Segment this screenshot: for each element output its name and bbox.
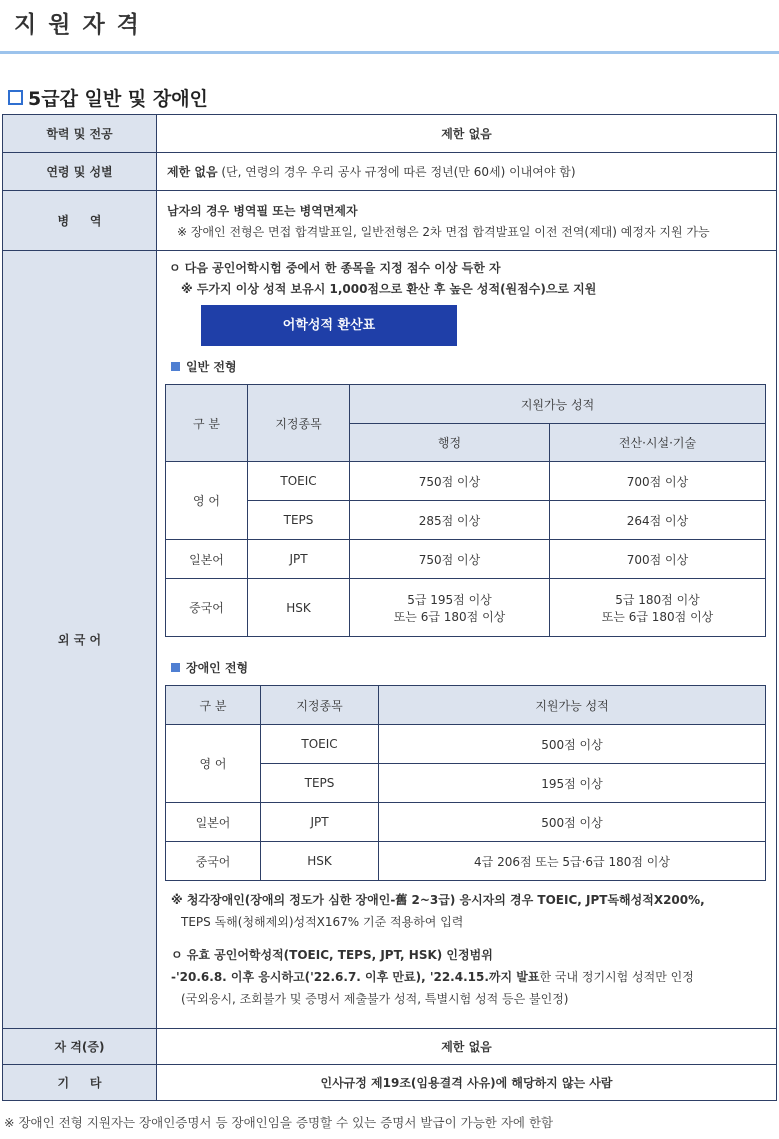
lang-cell: 중국어 [166, 579, 248, 637]
table-row [166, 540, 766, 579]
valid-range-block [163, 946, 776, 1007]
admin-score-cell [350, 579, 550, 637]
valid-range-title: ㅇ 유효 공인어학성적(TOEIC, TEPS, JPT, HSK) 인정범위 [171, 948, 493, 962]
test-cell: JPT [248, 540, 350, 579]
test-cell: TOEIC [261, 725, 379, 764]
value-etc: 인사규정 제19조(임용결격 사유)에 해당하지 않는 사람 [157, 1065, 777, 1101]
valid-range-line2: (국외응시, 조회불가 및 증명서 제출불가 성적, 특별시험 성적 등은 불인정) [181, 992, 569, 1006]
section-heading [8, 84, 208, 111]
value-license: 제한 없음 [157, 1029, 777, 1065]
header-division: 구 분 [166, 385, 248, 462]
admin-score-line1: 5급 195점 이상 [407, 592, 492, 607]
header-score: 지원가능 성적 [379, 686, 766, 725]
header-division: 구 분 [166, 686, 261, 725]
test-cell: TEPS [248, 501, 350, 540]
age-bold: 제한 없음 [167, 165, 218, 179]
checkbox-square-icon [8, 90, 23, 105]
hearing-note-line2: TEPS 독해(청해제외)성적X167% 기준 적용하여 입력 [181, 915, 464, 929]
tech-score-line2: 또는 6급 180점 이상 [601, 609, 714, 624]
disabled-subheading [171, 659, 776, 676]
test-cell: HSK [248, 579, 350, 637]
bullet-icon [171, 362, 180, 371]
value-education: 제한 없음 [157, 115, 777, 153]
row-education [3, 115, 777, 153]
military-label-text: 병 역 [57, 214, 102, 228]
tech-score-cell [550, 579, 766, 637]
test-cell: TOEIC [248, 462, 350, 501]
valid-range-rest: 한 국내 정기시험 성적만 인정 [539, 970, 694, 984]
admin-score-cell: 285점 이상 [350, 501, 550, 540]
hearing-note [163, 891, 776, 930]
header-test: 지정종목 [248, 385, 350, 462]
table-row [166, 842, 766, 881]
valid-range-bold: -'20.6.8. 이후 응시하고('22.6.7. 이후 만료), '22.4.15.까지 발표 [171, 970, 540, 984]
label-foreign: 외 국 어 [3, 251, 157, 1029]
general-subheading [171, 358, 776, 375]
test-cell: HSK [261, 842, 379, 881]
label-education: 학력 및 전공 [3, 115, 157, 153]
lang-cell: 영 어 [166, 725, 261, 803]
score-conversion-button[interactable]: 어학성적 환산표 [201, 305, 457, 346]
foreign-intro1: ㅇ 다음 공인어학시험 중에서 한 종목을 지정 점수 이상 득한 자 [169, 261, 501, 275]
table-row [166, 462, 766, 501]
qualification-table [2, 114, 777, 1101]
row-military [3, 191, 777, 251]
tech-score-line1: 5급 180점 이상 [615, 592, 700, 607]
bullet-icon [171, 663, 180, 672]
lang-cell: 일본어 [166, 540, 248, 579]
score-cell: 500점 이상 [379, 725, 766, 764]
label-etc [3, 1065, 157, 1101]
value-foreign [157, 251, 777, 1029]
value-age [157, 153, 777, 191]
row-license [3, 1029, 777, 1065]
lang-cell: 중국어 [166, 842, 261, 881]
header-tech: 전산·시설·기술 [550, 424, 766, 462]
disabled-score-table [165, 685, 766, 881]
etc-label-text: 기 타 [57, 1076, 102, 1090]
label-license: 자 격(증) [3, 1029, 157, 1065]
admin-score-cell: 750점 이상 [350, 462, 550, 501]
admin-score-cell: 750점 이상 [350, 540, 550, 579]
value-military [157, 191, 777, 251]
table-row [166, 501, 766, 540]
hearing-note-line1: ※ 청각장애인(장애의 정도가 심한 장애인-舊 2~3급) 응시자의 경우 TOEIC, JPT독해성적X200%, [171, 893, 705, 907]
row-etc [3, 1065, 777, 1101]
table-row [166, 725, 766, 764]
table-row [166, 803, 766, 842]
score-cell: 500점 이상 [379, 803, 766, 842]
valid-range-line1 [171, 968, 776, 985]
label-age: 연령 및 성별 [3, 153, 157, 191]
score-cell: 195점 이상 [379, 764, 766, 803]
row-age [3, 153, 777, 191]
header-admin: 행정 [350, 424, 550, 462]
general-title: 일반 전형 [186, 360, 237, 374]
military-line1: 남자의 경우 병역필 또는 병역면제자 [167, 203, 358, 218]
score-cell: 4급 206점 또는 5급·6급 180점 이상 [379, 842, 766, 881]
tech-score-cell: 700점 이상 [550, 540, 766, 579]
disabled-title: 장애인 전형 [186, 661, 249, 675]
age-rest: (단, 연령의 경우 우리 공사 규정에 따른 정년(만 60세) 이내여야 함) [217, 165, 576, 179]
lang-cell: 일본어 [166, 803, 261, 842]
military-line2: ※ 장애인 전형은 면접 합격발표일, 일반전형은 2차 면접 합격발표일 이전 전역(제대) 예정자 지원 가능 [177, 224, 710, 239]
tech-score-cell: 700점 이상 [550, 462, 766, 501]
header-test: 지정종목 [261, 686, 379, 725]
page-title: 지 원 자 격 [14, 12, 141, 38]
tech-score-cell: 264점 이상 [550, 501, 766, 540]
table-row [166, 579, 766, 637]
lang-cell: 영 어 [166, 462, 248, 540]
general-score-table [165, 384, 766, 637]
label-military [3, 191, 157, 251]
section-title: 5급갑 일반 및 장애인 [28, 88, 208, 110]
foreign-intro2: ※ 두가지 이상 성적 보유시 1,000점으로 환산 후 높은 성적(원점수)으로 지원 [181, 282, 597, 296]
test-cell: JPT [261, 803, 379, 842]
row-foreign-language [3, 251, 777, 1029]
title-divider [0, 51, 779, 54]
footer-note: ※ 장애인 전형 지원자는 장애인증명서 등 장애인임을 증명할 수 있는 증명서 발급이 가능한 자에 한함 [4, 1115, 554, 1130]
header-score: 지원가능 성적 [350, 385, 766, 424]
admin-score-line2: 또는 6급 180점 이상 [393, 609, 506, 624]
test-cell: TEPS [261, 764, 379, 803]
